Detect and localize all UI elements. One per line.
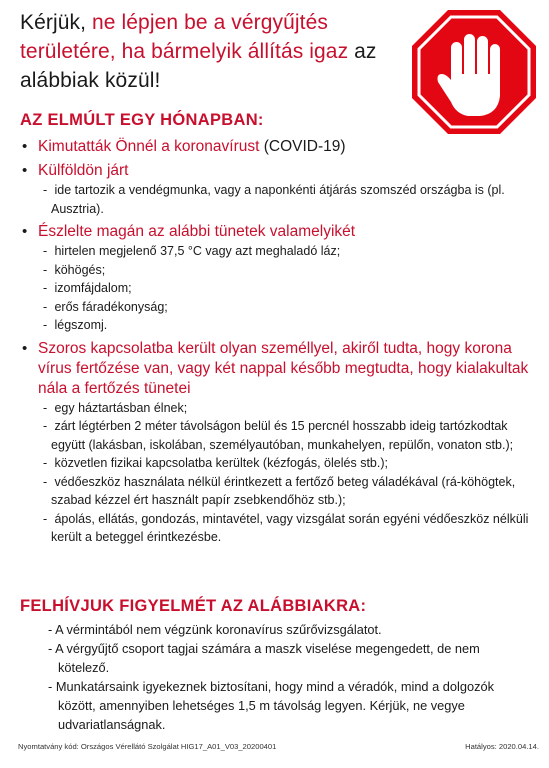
headline-part3: az alábbiak közül! [20, 40, 377, 92]
section-title-notice: FELHÍVJUK FIGYELMÉT AZ ALÁBBIAKRA: [20, 597, 367, 615]
form-code: Nyomtatvány kód: Országos Vérellátó Szolgálat HIG17_A01_V03_20200401 [18, 742, 277, 751]
headline [20, 8, 390, 95]
bullet-icon: • [22, 162, 28, 179]
bullet-icon: • [22, 138, 28, 155]
sub-item: - zárt légtérben 2 méter távolságon belül és 15 percnél hosszabb ideig tartózkodtak együtt (lakásban, iskolában, személyautóban, munkahelyen, repülőn, vonaton stb.); [43, 419, 514, 452]
sub-item: - izomfájdalom; [43, 281, 132, 295]
list-item: • Külföldön járt [22, 162, 129, 179]
notice-list [20, 620, 530, 734]
sub-item: - erős fáradékonyság; [43, 299, 168, 314]
list-item: • Szoros kapcsolatba került olyan személlyel, akiről tudta, hogy korona vírus fertőzése van, vagy két nappal később megtudta, hogy kialakultak nála a fertőzés tünetei [22, 339, 529, 397]
criteria-list [20, 133, 535, 547]
sub-item: - védőeszköz használata nélkül érintkezett a fertőző beteg váladékával (rá-köhögtek, szabad kézzel ért használt papír zsebkendőhöz stb.); [43, 474, 516, 507]
sub-item: - közvetlen fizikai kapcsolatba kerültek (kézfogás, ölelés stb.); [43, 456, 388, 470]
valid-date: Hatályos: 2020.04.14. [465, 742, 539, 751]
notice-item: - A vérgyűjtő csoport tagjai számára a maszk viselése megengedett, de nem kötelező. [48, 641, 480, 675]
section-title-last-month: AZ ELMÚLT EGY HÓNAPBAN: [20, 111, 264, 129]
sub-item: - hirtelen megjelenő 37,5 °C vagy azt meghaladó láz; [43, 244, 341, 258]
notice-item: - Munkatársaink igyekeznek biztosítani, hogy mind a véradók, mind a dolgozók között, amennyiben lehetséges 1,5 m távolság legyen. Kérjük, ne vegye udvariatlanságnak. [48, 679, 495, 732]
notice-item: - A vérmintából nem végzünk koronavírus szűrővizsgálatot. [48, 622, 382, 637]
headline-part1: Kérjük, [20, 11, 92, 34]
stop-hand-icon [410, 8, 538, 136]
sub-item: - ápolás, ellátás, gondozás, mintavétel, vagy vizsgálat során egyéni védőeszköz nélküli került a beteggel érintkezésbe. [43, 511, 529, 544]
sub-item: - egy háztartásban élnek; [43, 400, 188, 415]
headline-part2: ne lépjen be a vérgyűjtés területére, ha bármelyik állítás igaz [20, 11, 349, 63]
bullet-icon: • [22, 223, 28, 240]
list-item: • Észlelte magán az alábbi tünetek valamelyikét [22, 223, 356, 240]
bullet-icon: • [22, 339, 28, 357]
sub-item: - ide tartozik a vendégmunka, vagy a naponkénti átjárás szomszéd országba is (pl. Ausztria). [43, 183, 505, 216]
sub-item: - köhögés; [43, 262, 106, 277]
sub-item: - légszomj. [43, 318, 108, 332]
list-item: • Kimutatták Önnél a koronavírust (COVID-19) [22, 138, 346, 155]
